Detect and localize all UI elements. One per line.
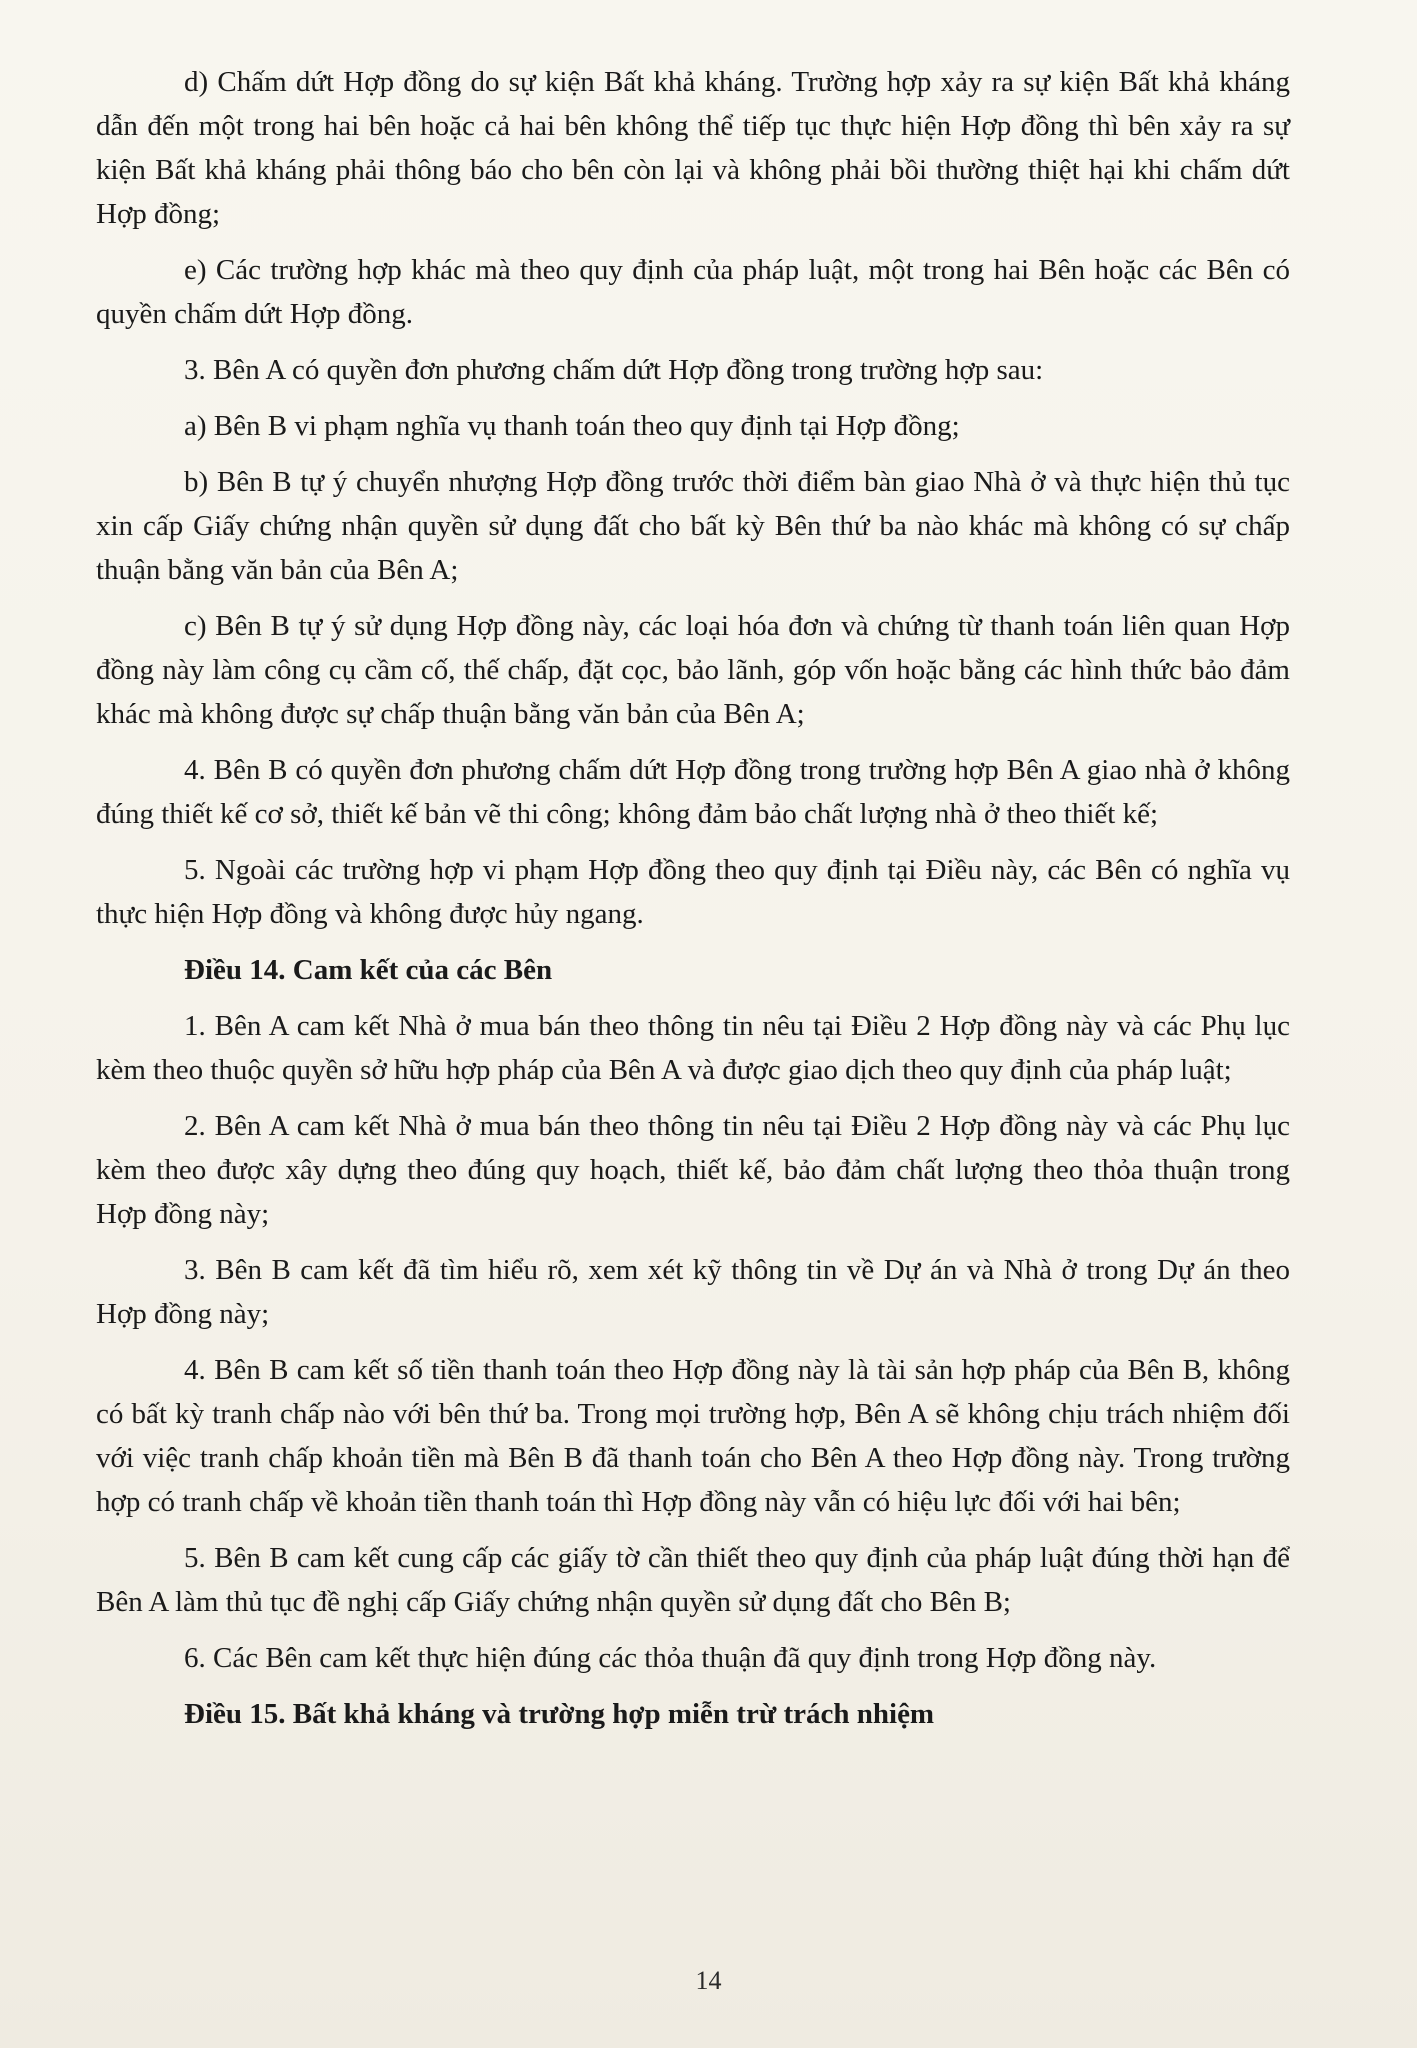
paragraph-5: 5. Ngoài các trường hợp vi phạm Hợp đồng theo quy định tại Điều này, các Bên có nghĩa vụ thực hiện Hợp đồng và không được hủy ngang. [96,854,1290,930]
paragraph-3a: a) Bên B vi phạm nghĩa vụ thanh toán theo quy định tại Hợp đồng; [184,410,960,442]
article-14-item-2: 2. Bên A cam kết Nhà ở mua bán theo thông tin nêu tại Điều 2 Hợp đồng này và các Phụ lục kèm theo được xây dựng theo đúng quy hoạch, thiết kế, bảo đảm chất lượng theo thỏa thuận trong Hợp đồng này; [96,1110,1290,1230]
paragraph-2e: e) Các trường hợp khác mà theo quy định của pháp luật, một trong hai Bên hoặc các Bên có quyền chấm dứt Hợp đồng. [96,254,1290,330]
article-14-item-5: 5. Bên B cam kết cung cấp các giấy tờ cần thiết theo quy định của pháp luật đúng thời hạn để Bên A làm thủ tục đề nghị cấp Giấy chứng nhận quyền sử dụng đất cho Bên B; [96,1542,1290,1618]
article-15-heading: Điều 15. Bất khả kháng và trường hợp miễn trừ trách nhiệm [184,1698,935,1730]
paragraph-3b: b) Bên B tự ý chuyển nhượng Hợp đồng trước thời điểm bàn giao Nhà ở và thực hiện thủ tục xin cấp Giấy chứng nhận quyền sử dụng đất cho bất kỳ Bên thứ ba nào khác mà không có sự chấp thuận bằng văn bản của Bên A; [96,466,1290,586]
article-14-item-3: 3. Bên B cam kết đã tìm hiểu rõ, xem xét kỹ thông tin về Dự án và Nhà ở trong Dự án theo Hợp đồng này; [96,1254,1290,1330]
article-14-item-4: 4. Bên B cam kết số tiền thanh toán theo Hợp đồng này là tài sản hợp pháp của Bên B, không có bất kỳ tranh chấp nào với bên thứ ba. Trong mọi trường hợp, Bên A sẽ không chịu trách nhiệm đối với việc tranh chấp khoản tiền mà Bên B đã thanh toán cho Bên A theo Hợp đồng này. Trong trường hợp có tranh chấp về khoản tiền thanh toán thì Hợp đồng này vẫn có hiệu lực đối với hai bên; [96,1354,1290,1518]
paragraph-3c: c) Bên B tự ý sử dụng Hợp đồng này, các loại hóa đơn và chứng từ thanh toán liên quan Hợp đồng này làm công cụ cầm cố, thế chấp, đặt cọc, bảo lãnh, góp vốn hoặc bằng các hình thức bảo đảm khác mà không được sự chấp thuận bằng văn bản của Bên A; [96,610,1290,730]
article-14-heading: Điều 14. Cam kết của các Bên [184,954,553,986]
paragraph-2d: d) Chấm dứt Hợp đồng do sự kiện Bất khả kháng. Trường hợp xảy ra sự kiện Bất khả kháng dẫn đến một trong hai bên hoặc cả hai bên không thể tiếp tục thực hiện Hợp đồng thì bên xảy ra sự kiện Bất khả kháng phải thông báo cho bên còn lại và không phải bồi thường thiệt hại khi chấm dứt Hợp đồng; [96,66,1290,230]
article-14-item-1: 1. Bên A cam kết Nhà ở mua bán theo thông tin nêu tại Điều 2 Hợp đồng này và các Phụ lục kèm theo thuộc quyền sở hữu hợp pháp của Bên A và được giao dịch theo quy định của pháp luật; [96,1010,1290,1086]
article-14-item-6: 6. Các Bên cam kết thực hiện đúng các thỏa thuận đã quy định trong Hợp đồng này. [184,1642,1157,1674]
paragraph-3: 3. Bên A có quyền đơn phương chấm dứt Hợp đồng trong trường hợp sau: [184,354,1044,386]
paragraph-4: 4. Bên B có quyền đơn phương chấm dứt Hợp đồng trong trường hợp Bên A giao nhà ở không đúng thiết kế cơ sở, thiết kế bản vẽ thi công; không đảm bảo chất lượng nhà ở theo thiết kế; [96,754,1290,830]
page-number: 14 [695,1966,722,1995]
document-body [96,60,1290,1748]
